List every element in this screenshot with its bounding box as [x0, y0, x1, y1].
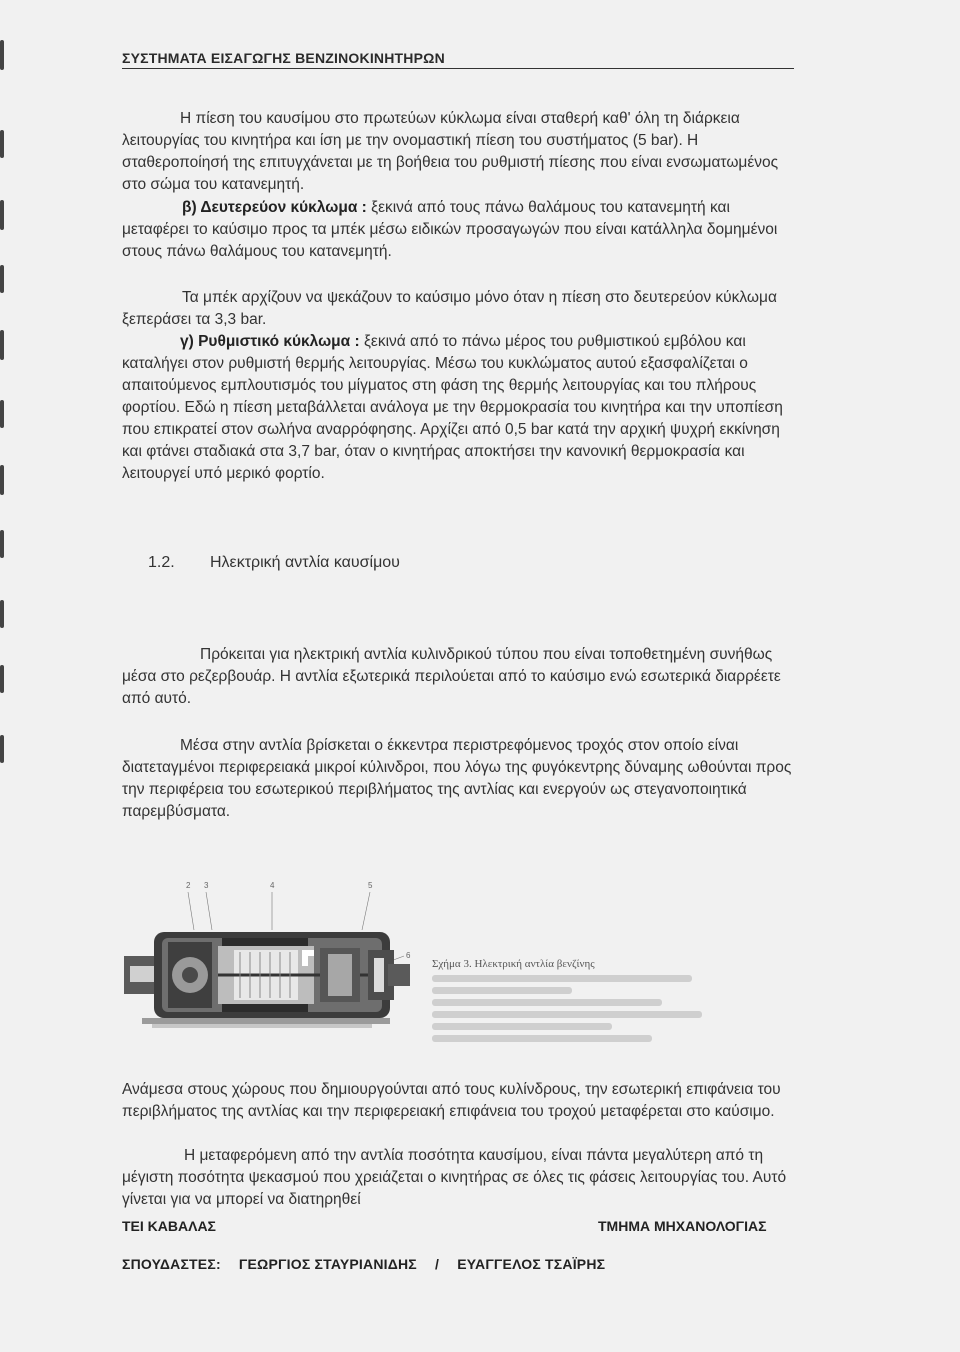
binding-mark	[0, 330, 4, 360]
caption-line-placeholder	[432, 1011, 702, 1018]
binding-mark	[0, 600, 4, 628]
binding-mark	[0, 665, 4, 693]
figure-caption	[432, 958, 722, 1042]
binding-mark	[0, 200, 4, 230]
secondary-circuit-text: ξεκινά από τους πάνω θαλάμους του κατανεμητή και μεταφέρει το καύσιμο προς τα μπέκ μέσω ειδικών προσαγωγών που είναι κατάλληλα δομημένοι στους πάνω θαλάμους του κατανεμητή.	[122, 199, 778, 260]
paragraph-pump-quantity: Η μεταφερόμενη από την αντλία ποσότητα καυσίμου, είναι πάντα μεγαλύτερη από τη μέγιστη ποσότητα ψεκασμού που χρειάζεται ο κινητήρας σε όλες τις φάσεις λειτουργίας του. Αυτό γίνεται για να μπορεί να διατηρηθεί	[122, 1147, 787, 1208]
caption-line-placeholder	[432, 987, 572, 994]
paragraph-pump-rotor: Μέσα στην αντλία βρίσκεται ο έκκεντρα περιστρεφόμενος τροχός στον οποίο είναι διατεταγμένοι περιφερειακά μικροί κύλινδροι, που λόγω της φυγόκεντρης δύναμης ωθούνται προς την περιφέρεια του εσωτερικού περιβλήματος της αντλίας και ενεργούν ως στεγανοποιητικά παρεμβύσματα.	[122, 737, 792, 820]
figure-label: 2	[186, 881, 191, 890]
students-label: ΣΠΟΥΔΑΣΤΕΣ:	[122, 1256, 221, 1272]
caption-line-placeholder	[432, 975, 692, 982]
footer-department: ΤΜΗΜΑ ΜΗΧΑΝΟΛΟΓΙΑΣ	[598, 1218, 767, 1234]
paragraph-control-circuit	[122, 331, 794, 485]
section-title: Ηλεκτρική αντλία καυσίμου	[210, 554, 400, 571]
binding-mark	[0, 130, 4, 158]
footer-institution: ΤΕΙ ΚΑΒΑΛΑΣ	[122, 1218, 216, 1234]
fuel-pump-drawing	[122, 880, 422, 1060]
figure-label: 3	[204, 881, 209, 890]
secondary-circuit-label: β) Δευτερεύον κύκλωμα :	[182, 199, 367, 216]
caption-line-placeholder	[432, 999, 662, 1006]
name-separator: /	[435, 1256, 440, 1272]
figure-label: 5	[368, 881, 373, 890]
figure-label: 4	[270, 881, 275, 890]
binding-mark	[0, 735, 4, 763]
control-circuit-label: γ) Ρυθμιστικό κύκλωμα :	[180, 333, 360, 350]
paragraph-pump-transfer: Ανάμεσα στους χώρους που δημιουργούνται από τους κυλίνδρους, την εσωτερική επιφάνεια του περιβλήματος της αντλίας και την περιφερειακή επιφάνεια του τροχού μεταφέρεται στο καύσιμο.	[122, 1081, 781, 1120]
paragraph-pump-intro: Πρόκειται για ηλεκτρική αντλία κυλινδρικού τύπου που είναι τοποθετημένη συνήθως μέσα στο ρεζερβουάρ. Η αντλία εξωτερικά περιλούεται από το καύσιμο ενώ εσωτερικά διαρρέετε από αυτό.	[122, 646, 781, 707]
students-line	[122, 1256, 619, 1272]
section-number: 1.2.	[148, 554, 175, 571]
fuel-pump-figure	[122, 880, 422, 1060]
binding-mark	[0, 465, 4, 495]
page-header: ΣΥΣΤΗΜΑΤΑ ΕΙΣΑΓΩΓΗΣ ΒΕΝΖΙΝΟΚΙΝΗΤΗΡΩΝ	[122, 50, 794, 69]
control-circuit-text: ξεκινά από το πάνω μέρος του ρυθμιστικού εμβόλου και καταλήγει στον ρυθμιστή θερμής λειτουργίας. Μέσω του κυκλώματος αυτού εξασφαλίζεται ο απαιτούμενος εμπλουτισμός του μίγματος στη φάση της θερμής λειτουργίας και του πλήρους φορτίου. Εδώ η πίεση μεταβάλλεται ανάλογα με την θερμοκρασία του κινητήρα και την υποπίεση που επικρατεί στον σωλήνα αναρρόφησης. Αρχίζει από 0,5 bar κατά την αρχική ψυχρή εκκίνηση και φτάνει σταδιακά στα 3,7 bar, όταν ο κινητήρας αποκτήσει την κανονική θερμοκρασία και λειτουργεί υπό μερικό φορτίο.	[122, 333, 783, 482]
binding-mark	[0, 400, 4, 428]
caption-line-placeholder	[432, 1035, 652, 1042]
paragraph-injectors: Τα μπέκ αρχίζουν να ψεκάζουν το καύσιμο μόνο όταν η πίεση στο δευτερεύον κύκλωμα ξεπεράσει τα 3,3 bar.	[122, 289, 777, 328]
binding-mark	[0, 530, 4, 558]
caption-line-placeholder	[432, 1023, 612, 1030]
figure-caption-title: Σχήμα 3. Ηλεκτρική αντλία βενζίνης	[432, 958, 595, 970]
student-name: ΕΥΑΓΓΕΛΟΣ ΤΣΑΪΡΗΣ	[457, 1256, 606, 1272]
student-name: ΓΕΩΡΓΙΟΣ ΣΤΑΥΡΙΑΝΙΔΗΣ	[238, 1256, 417, 1272]
binding-mark	[0, 40, 4, 70]
binding-mark	[0, 265, 4, 293]
figure-label: 6	[406, 951, 411, 960]
paragraph-primary-circuit: Η πίεση του καυσίμου στο πρωτεύων κύκλωμα είναι σταθερή καθ' όλη τη διάρκεια λειτουργίας του κινητήρα και ίση με την ονομαστική πίεση του συστήματος (5 bar). Η σταθεροποίησή της επιτυγχάνεται με τη βοήθεια του ρυθμιστή πίεσης που είναι ενσωματωμένος στο σώμα του κατανεμητή.	[122, 110, 779, 193]
paragraph-secondary-circuit	[122, 197, 794, 263]
section-heading	[148, 554, 400, 572]
